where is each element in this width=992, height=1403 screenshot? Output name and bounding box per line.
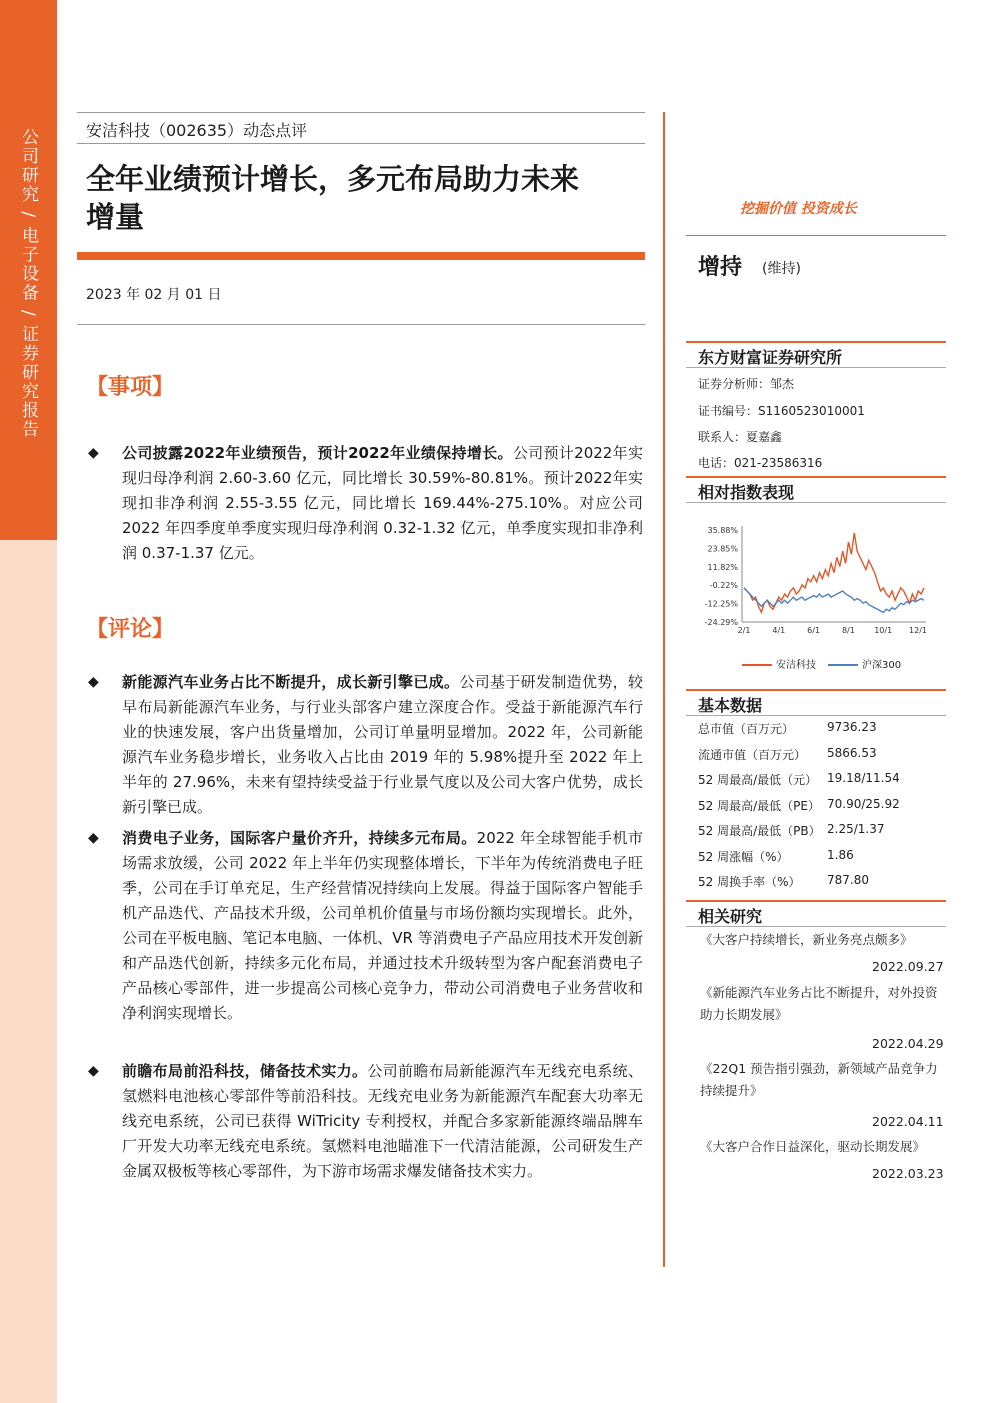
bullet-body: 公司基于研发制造优势，较早布局新能源汽车业务，与行业头部客户建立深度合作。受益于新能源汽车行业的快速发展，客户出货量增加，公司订单量明显增加。2022 年，公司新能源汽车业务稳步增长，业务收入占比由 2019 年的 5.98%提升至 2022 年上半年的 27.96%，未来有望持续受益于行业景气度以及公司大客户优势，成长新引擎已成。 <box>122 673 643 816</box>
report-subtitle: 安洁科技（002635）动态点评 <box>86 121 308 140</box>
legend-item <box>828 656 901 671</box>
bullet-lead: 新能源汽车业务占比不断提升，成长新引擎已成。 <box>122 673 460 691</box>
basic-data-key: 总市值（百万元） <box>698 722 795 736</box>
bullet-lead: 消费电子业务，国际客户量价齐升，持续多元布局。 <box>122 829 477 847</box>
bullet-body: 2022 年全球智能手机市场需求放缓，公司 2022 年上半年仍实现整体增长，下半年为传统消费电子旺季，公司在手订单充足，生产经营情况持续向上发展。得益于国际客户智能手机产品迭代、产品技术升级，公司单机价值量与市场份额均实现增长。此外，公司在平板电脑、笔记本电脑、一体机、VR 等消费电子产品应用技术开发创新和产品迭代创新，持续多元化布局，并通过技术升级转型为客户配套消费电子产品核心零部件，进一步提高公司核心竞争力，带动公司消费电子业务营收和净利润实现增长。 <box>122 829 643 1022</box>
basic-data-key: 52 周涨幅（%） <box>698 849 789 864</box>
y-tick-label: -0.22% <box>709 581 738 591</box>
report-date: 2023 年 02 月 01 日 <box>86 287 222 303</box>
rating-note: (维持) <box>762 261 801 277</box>
basic-data-row <box>686 767 946 791</box>
performance-header <box>686 476 946 503</box>
sidebar-category: 公司研究 / 电子设备 / 证券研究报告 <box>18 128 38 440</box>
legend-item <box>742 656 816 671</box>
bullet-item <box>88 826 643 1026</box>
legend-swatch <box>742 664 772 666</box>
basic-data-row <box>686 818 946 842</box>
research-item-date: 2022.03.23 <box>872 1166 944 1181</box>
basic-data-row <box>686 716 946 740</box>
basic-data-key: 52 周最高/最低（PE） <box>698 798 820 813</box>
legend-label: 沪深300 <box>862 660 902 671</box>
divider <box>77 324 645 325</box>
chart-svg <box>686 510 946 655</box>
rating: 增持 <box>698 255 743 280</box>
basic-data-row <box>686 869 946 893</box>
research-item-date: 2022.04.29 <box>872 1036 944 1051</box>
y-tick-label: -24.29% <box>704 618 738 627</box>
x-tick-label: 8/1 <box>841 626 855 635</box>
headline-line-2: 增量 <box>86 200 145 234</box>
basic-data-key: 52 周最高/最低（元） <box>698 773 818 787</box>
basic-data-value: 19.18/11.54 <box>827 771 900 785</box>
section-title-comment: 【评论】 <box>86 617 175 642</box>
diamond-icon: ◆ <box>88 830 99 846</box>
bullet-body: 公司前瞻布局新能源汽车无线充电系统、氢燃料电池核心零部件等前沿科技。无线充电业务为新能源汽车配套大功率无线充电系统，公司已获得 WiTricity 专利授权，并配合多家新能源终端品牌车厂开发大功率无线充电系统。氢燃料电池瞄准下一代清洁能源，公司研发生产金属双极板等核心零部件，为下游市场需求爆发储备技术实力。 <box>122 1062 643 1180</box>
x-tick-label: 2/1 <box>737 626 751 635</box>
certificate-number: 证书编号：S1160523010001 <box>698 404 865 418</box>
basic-data-title: 基本数据 <box>698 696 763 715</box>
basic-data-key: 52 周换手率（%） <box>698 875 801 889</box>
divider <box>77 112 645 113</box>
x-tick-label: 10/1 <box>874 626 893 635</box>
x-tick-label: 12/1 <box>909 626 927 635</box>
research-item-title: 《22Q1 预告指引强劲，新领域产品竞争力持续提升》 <box>700 1061 938 1098</box>
institute-name: 东方财富证券研究所 <box>698 348 843 367</box>
research-header <box>686 900 946 927</box>
column-divider <box>663 112 665 1267</box>
basic-data-row <box>686 742 946 766</box>
legend-label: 安洁科技 <box>776 660 816 671</box>
basic-data-value: 2.25/1.37 <box>827 822 885 836</box>
research-item-title: 《大客户合作日益深化，驱动长期发展》 <box>700 1139 926 1154</box>
relative-performance-chart <box>686 510 946 680</box>
headline-bar <box>77 252 645 260</box>
bullet-lead: 前瞻布局前沿科技，储备技术实力。 <box>122 1062 368 1080</box>
research-title: 相关研究 <box>698 907 763 926</box>
diamond-icon: ◆ <box>88 1063 99 1079</box>
contact-person: 联系人：夏嘉鑫 <box>698 430 783 444</box>
bullet-item <box>88 1059 643 1184</box>
divider <box>686 235 946 236</box>
diamond-icon: ◆ <box>88 445 99 461</box>
x-tick-label: 4/1 <box>772 626 786 635</box>
research-item-title: 《新能源汽车业务占比不断提升，对外投资助力长期发展》 <box>700 985 938 1022</box>
basic-data-value: 70.90/25.92 <box>827 796 900 811</box>
sidebar <box>0 0 57 1403</box>
basic-data-key: 流通市值（百万元） <box>698 747 807 762</box>
series-line-index <box>744 588 924 613</box>
section-title-matters: 【事项】 <box>86 375 175 400</box>
analyst: 证券分析师：邹杰 <box>698 377 795 391</box>
basic-data-key: 52 周最高/最低（PB） <box>698 824 821 838</box>
headline-line-1: 全年业绩预计增长，多元布局助力未来 <box>86 162 580 196</box>
basic-data-header <box>686 689 946 716</box>
divider <box>77 143 645 144</box>
legend-swatch <box>828 664 858 666</box>
institute-header <box>686 341 946 368</box>
basic-data-row <box>686 844 946 868</box>
research-item-date: 2022.04.11 <box>872 1114 944 1129</box>
research-item-title: 《大客户持续增长，新业务亮点颇多》 <box>700 932 913 947</box>
y-tick-label: 11.82% <box>707 562 738 572</box>
x-tick-label: 6/1 <box>807 626 821 635</box>
phone: 电话：021-23586316 <box>698 456 823 470</box>
slogan: 挖掘价值 投资成长 <box>740 201 857 217</box>
basic-data-value: 5866.53 <box>827 745 877 760</box>
bullet-body: 公司预计2022年实现归母净利润 2.60-3.60 亿元，同比增长 30.59%-80.81%。预计2022年实现扣非净利润 2.55-3.55 亿元，同比增长 169.44%-275.10%。对应公司 2022 年四季度单季度实现归母净利润 0.32-1.32 亿元，单季度实现扣非净利润 0.37-1.37 亿元。 <box>122 444 643 562</box>
bullet-lead: 公司披露2022年业绩预告，预计2022年业绩保持增长。 <box>122 444 513 462</box>
basic-data-row <box>686 793 946 817</box>
performance-title: 相对指数表现 <box>698 483 795 502</box>
report-headline <box>86 160 646 236</box>
bullet-item <box>88 441 643 566</box>
y-tick-label: -12.25% <box>704 599 738 609</box>
basic-data-value: 1.86 <box>827 847 854 862</box>
basic-data-value: 787.80 <box>827 873 869 887</box>
bullet-item <box>88 670 643 820</box>
research-item-date: 2022.09.27 <box>872 959 944 974</box>
series-line-stock <box>744 533 924 613</box>
diamond-icon: ◆ <box>88 674 99 690</box>
y-tick-label: 23.85% <box>707 544 738 554</box>
y-tick-label: 35.88% <box>707 526 738 535</box>
basic-data-value: 9736.23 <box>827 720 877 734</box>
